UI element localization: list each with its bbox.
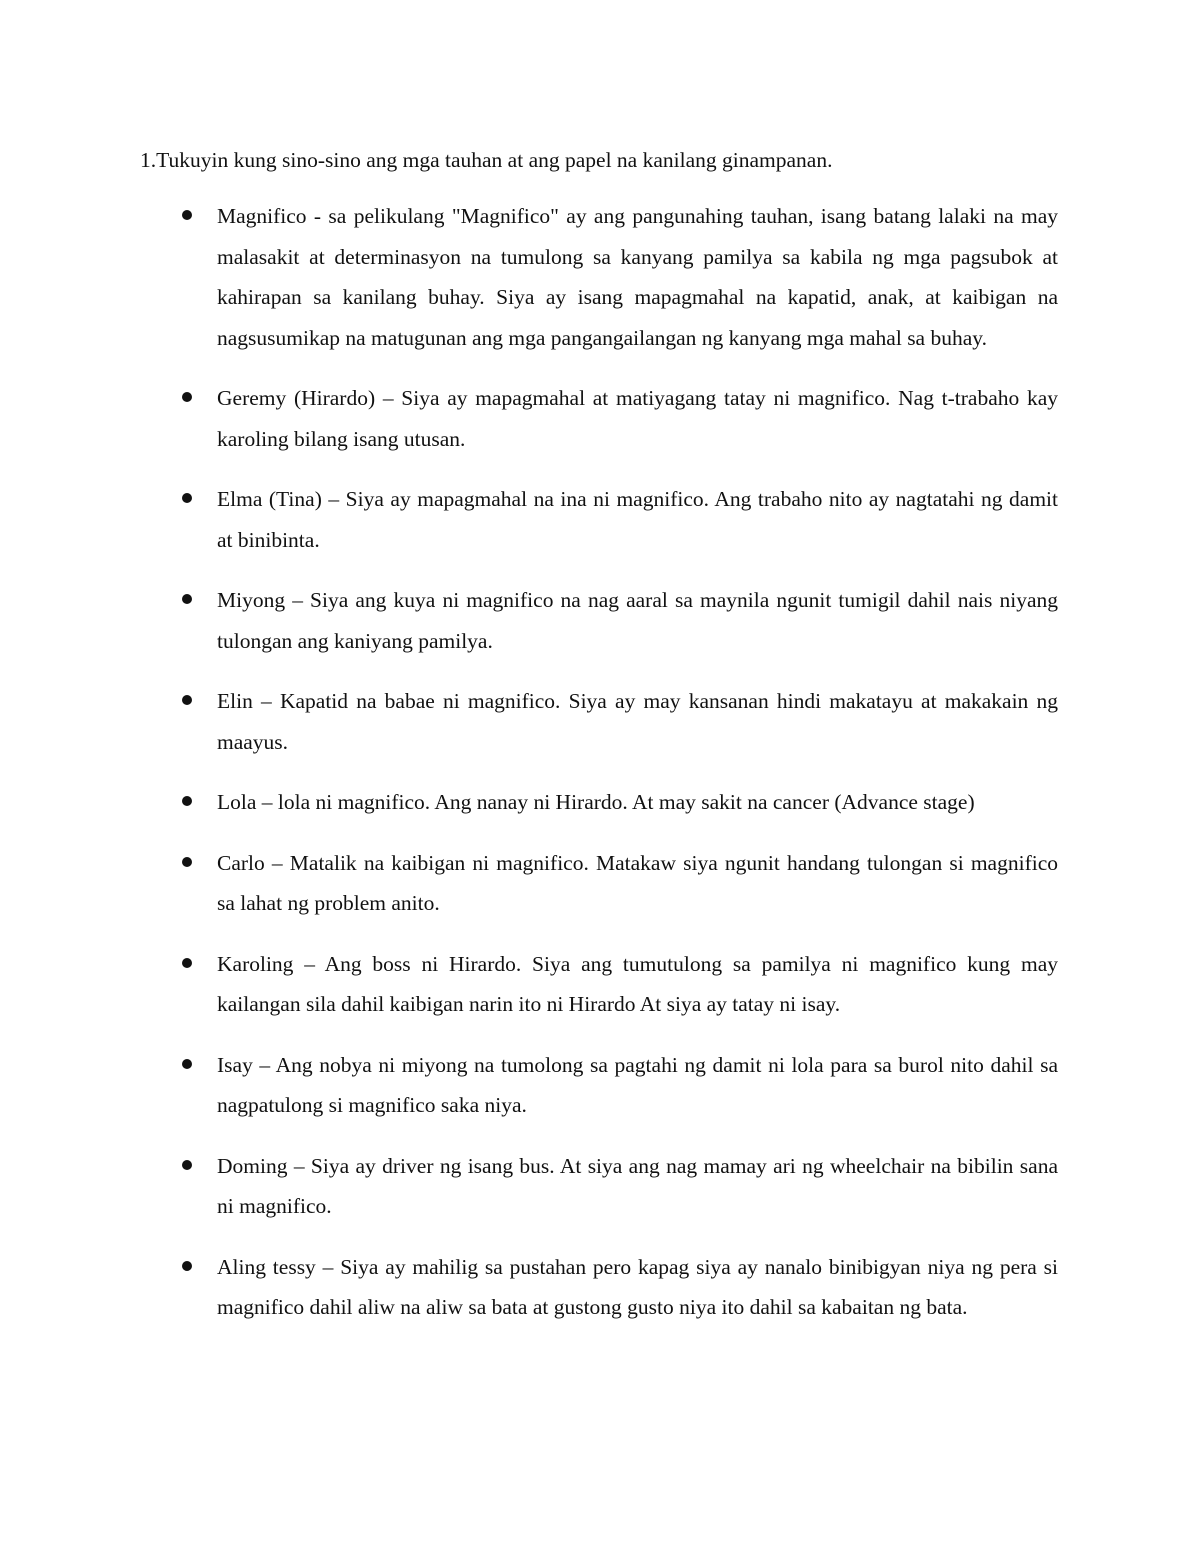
- bullet-icon: [182, 210, 192, 220]
- bullet-icon: [182, 857, 192, 867]
- bullet-icon: [182, 392, 192, 402]
- list-item-miyong: [0, 580, 1200, 661]
- bullet-icon: [182, 1160, 192, 1170]
- list-item-geremy: [0, 378, 1200, 459]
- list-item-text: Karoling – Ang boss ni Hirardo. Siya ang tumutulong sa pamilya ni magnifico kung may kailangan sila dahil kaibigan narin ito ni Hirardo At siya ay tatay ni isay.: [217, 951, 1058, 1016]
- list-item-karoling: [0, 944, 1200, 1025]
- list-item-text: Miyong – Siya ang kuya ni magnifico na nag aaral sa maynila ngunit tumigil dahil nais niyang tulongan ang kaniyang pamilya.: [217, 588, 1058, 653]
- list-item-text: Carlo – Matalik na kaibigan ni magnifico. Matakaw siya ngunit handang tulongan si magnifico sa lahat ng problem anito.: [217, 850, 1058, 915]
- list-item-text: Lola – lola ni magnifico. Ang nanay ni Hirardo. At may sakit na cancer (Advance stage): [217, 790, 975, 814]
- list-item-magnifico: [0, 196, 1200, 358]
- list-item-text: Elma (Tina) – Siya ay mapagmahal na ina ni magnifico. Ang trabaho nito ay nagtatahi ng damit at binibinta.: [217, 487, 1058, 552]
- list-item-text: Doming – Siya ay driver ng isang bus. At siya ang nag mamay ari ng wheelchair na bibilin sana ni magnifico.: [217, 1153, 1058, 1218]
- bullet-icon: [182, 695, 192, 705]
- bullet-icon: [182, 493, 192, 503]
- bullet-icon: [182, 958, 192, 968]
- bullet-icon: [182, 796, 192, 806]
- list-item-text: Elin – Kapatid na babae ni magnifico. Siya ay may kansanan hindi makatayu at makakain ng maayus.: [217, 689, 1058, 754]
- bullet-icon: [182, 1059, 192, 1069]
- bullet-icon: [182, 1261, 192, 1271]
- list-item-isay: [0, 1045, 1200, 1126]
- list-item-lola: [0, 782, 1200, 823]
- list-item-elin: [0, 681, 1200, 762]
- list-item-carlo: [0, 843, 1200, 924]
- list-item-aling-tessy: [0, 1247, 1200, 1328]
- list-item-elma: [0, 479, 1200, 560]
- list-item-doming: [0, 1146, 1200, 1227]
- list-item-text: Geremy (Hirardo) – Siya ay mapagmahal at matiyagang tatay ni magnifico. Nag t-trabaho kay karoling bilang isang utusan.: [217, 386, 1058, 451]
- list-item-text: Magnifico - sa pelikulang "Magnifico" ay ang pangunahing tauhan, isang batang lalaki na may malasakit at determinasyon na tumulong sa kanyang pamilya sa kabila ng mga pagsubok at kahirapan sa kanilang buhay. Siya ay isang mapagmahal na kapatid, anak, at kaibigan na nagsusumikap na matugunan ang mga pangangailangan ng kanyang mga mahal sa buhay.: [217, 204, 1058, 350]
- question-heading: 1.Tukuyin kung sino-sino ang mga tauhan at ang papel na kanilang ginampanan.: [140, 148, 833, 172]
- bullet-icon: [182, 594, 192, 604]
- list-item-text: Aling tessy – Siya ay mahilig sa pustahan pero kapag siya ay nanalo binibigyan niya ng pera si magnifico dahil aliw na aliw sa bata at gustong gusto niya ito dahil sa kabaitan ng bata.: [217, 1254, 1058, 1319]
- list-item-text: Isay – Ang nobya ni miyong na tumolong sa pagtahi ng damit ni lola para sa burol nito dahil sa nagpatulong si magnifico saka niya.: [217, 1052, 1058, 1117]
- character-list: [0, 196, 1200, 1348]
